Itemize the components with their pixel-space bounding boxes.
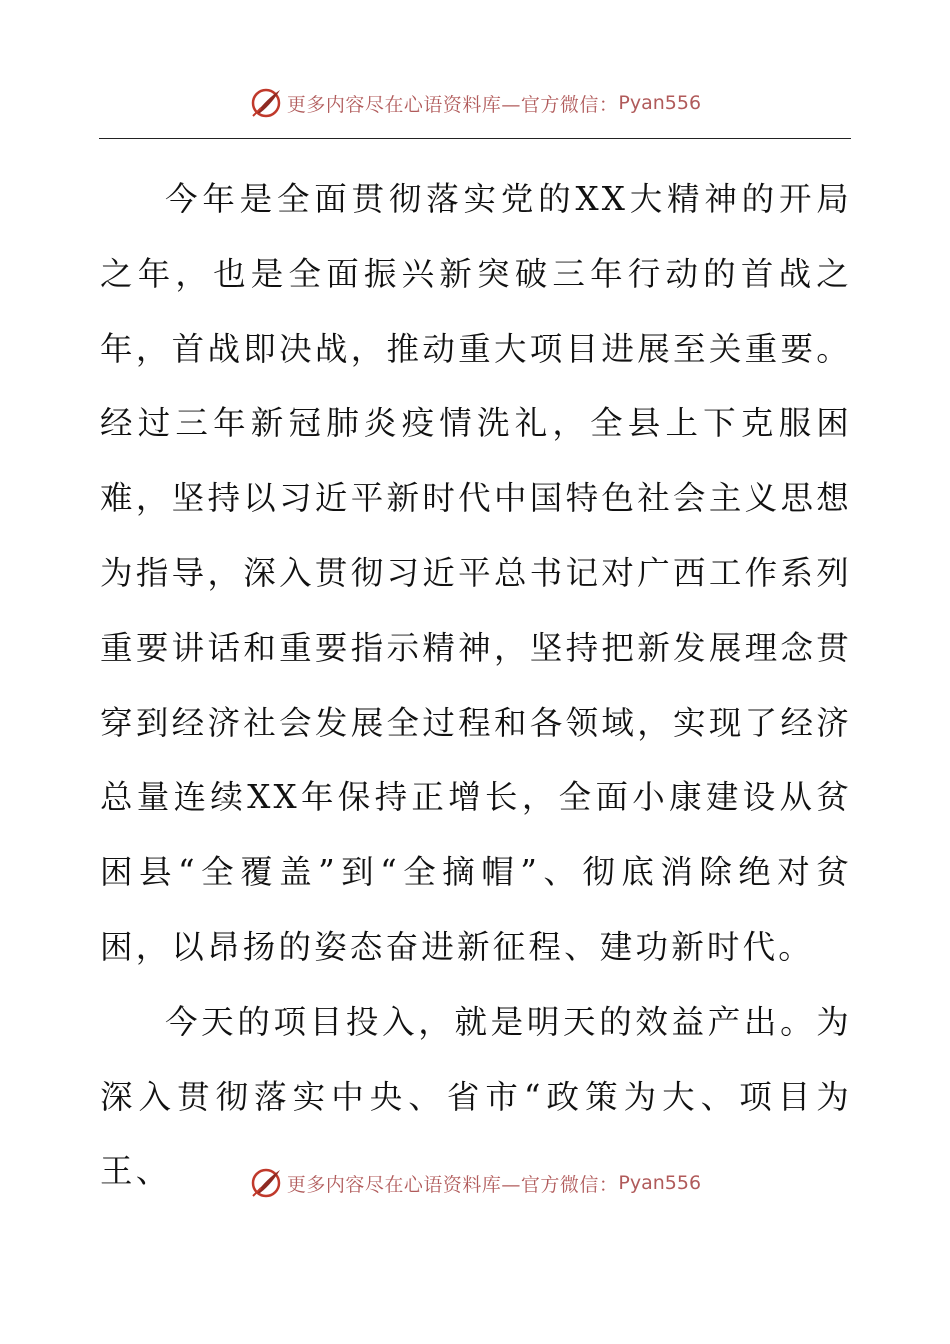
header-divider (99, 138, 851, 139)
footer-banner (0, 1165, 950, 1201)
quill-logo-icon (249, 86, 283, 120)
header-banner (0, 85, 950, 121)
header-brand-text: 更多内容尽在心语资料库—官方微信： (286, 93, 619, 116)
paragraph: 今天的项目投入，就是明天的效益产出。为深入贯彻落实中央、省市“政策为大、项目为王、 (100, 1002, 852, 1191)
footer-wechat-id: Pyan556 (618, 1172, 702, 1194)
quill-logo-icon (249, 1166, 283, 1200)
paragraph: 今年是全面贯彻落实党的XX大精神的开局之年，也是全面振兴新突破三年行动的首战之年，首战即决战，推动重大项目进展至关重要。经过三年新冠肺炎疫情洗礼，全县上下克服困难，坚持以习近平新时代中国特色社会主义思想为指导，深入贯彻习近平总书记对广西工作系列重要讲话和重要指示精神，坚持把新发展理念贯穿到经济社会发展全过程和各领域，实现了经济总量连续XX年保持正增长，全面小康建设从贫困县“全覆盖”到“全摘帽”、彻底消除绝对贫困，以昂扬的姿态奋进新征程、建功新时代。 (100, 180, 852, 966)
header-wechat-id: Pyan556 (618, 92, 702, 114)
document-body (100, 162, 852, 1209)
footer-brand-text: 更多内容尽在心语资料库—官方微信： (286, 1173, 619, 1196)
